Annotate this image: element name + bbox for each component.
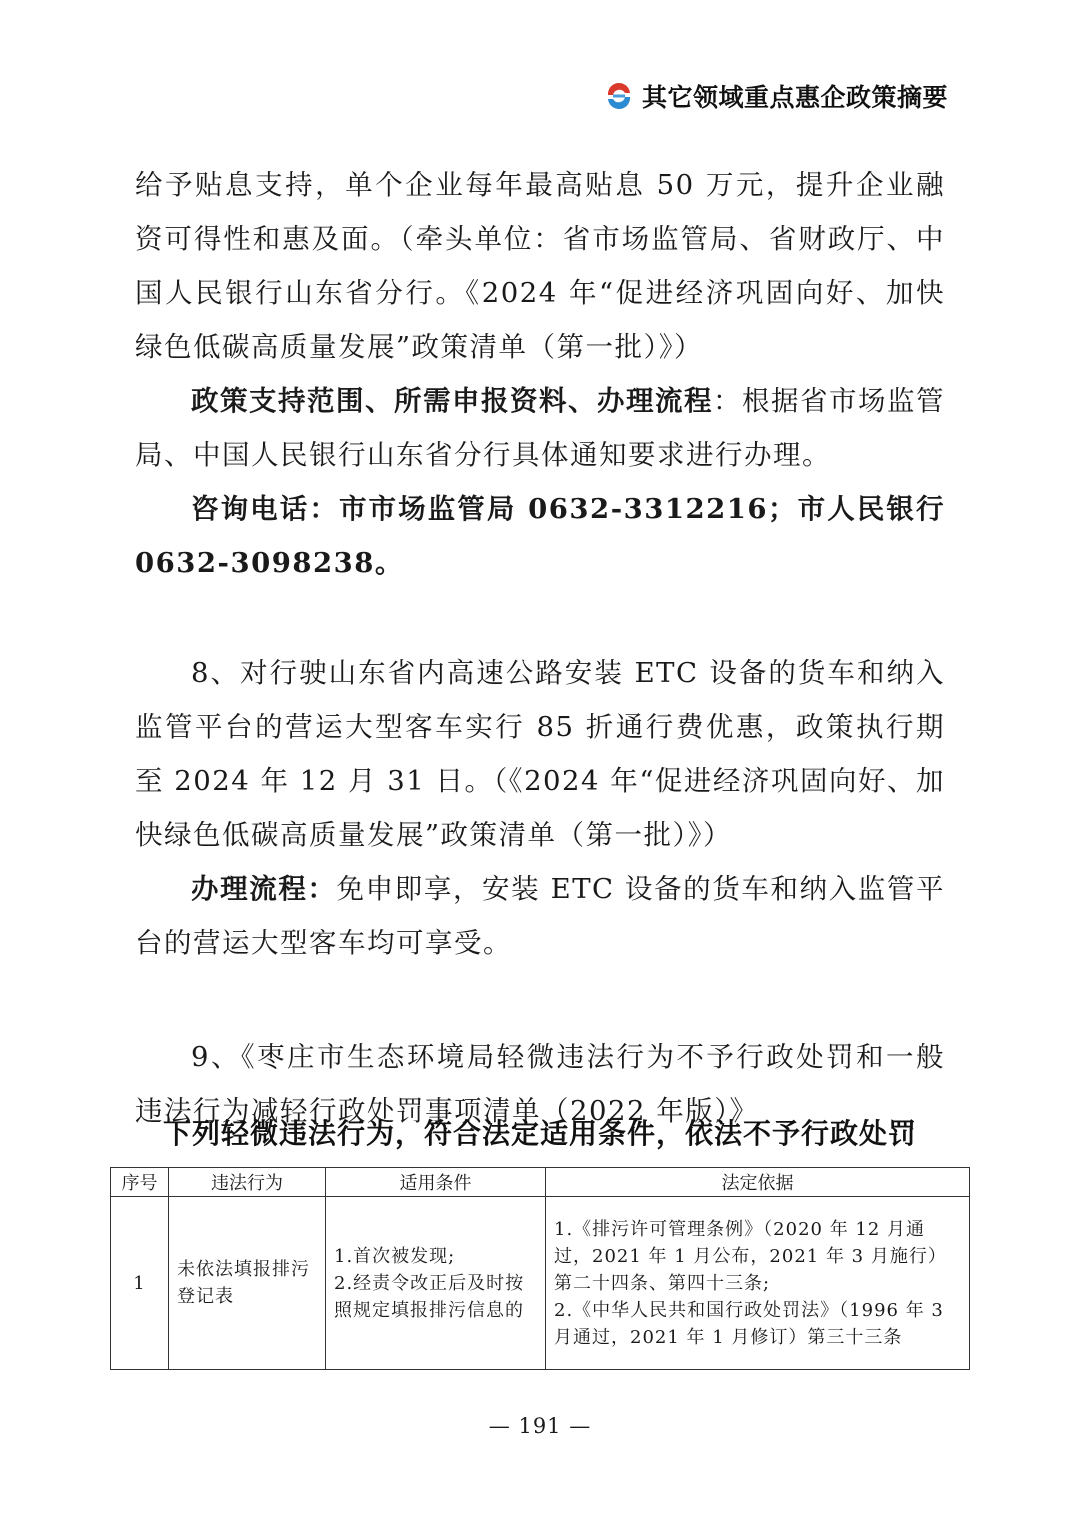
policy-scope-text: ：根据省市场监管局、中国人民银行山东省分行具体通知要求进行办理。 xyxy=(135,385,945,471)
table-row xyxy=(111,1197,970,1370)
document-body xyxy=(135,158,945,1138)
header-legal-basis: 法定依据 xyxy=(546,1168,970,1197)
paragraph-policy-scope xyxy=(135,374,945,482)
paragraph-process xyxy=(135,862,945,970)
cell-legal-basis: 1.《排污许可管理条例》（2020 年 12 月通过，2021 年 1 月公布，2021 年 3 月施行）第二十四条、第四十三条; 2.《中华人民共和国行政处罚法》（1996 年 3 月通过，2021 年 1 月修订）第三十三条 xyxy=(546,1197,970,1370)
table-title: 下列轻微违法行为，符合法定适用条件，依法不予行政处罚 xyxy=(162,1117,917,1150)
paragraph-item-8: 8、对行驶山东省内高速公路安装 ETC 设备的货车和纳入监管平台的营运大型客车实行 85 折通行费优惠，政策执行期至 2024 年 12 月 31 日。（《2024 年“促进经济巩固向好、加快绿色低碳高质量发展”政策清单（第一批）》） xyxy=(135,657,945,851)
cell-condition: 1.首次被发现; 2.经责令改正后及时按照规定填报排污信息的 xyxy=(326,1197,546,1370)
process-text: 免申即享，安装 ETC 设备的货车和纳入监管平台的营运大型客车均可享受。 xyxy=(135,873,945,959)
cell-seq: 1 xyxy=(111,1197,169,1370)
header-condition: 适用条件 xyxy=(326,1168,546,1197)
policy-scope-label: 政策支持范围、所需申报资料、办理流程 xyxy=(191,385,713,417)
process-label: 办理流程： xyxy=(191,873,337,905)
logo-icon xyxy=(604,81,634,111)
header-violation: 违法行为 xyxy=(169,1168,326,1197)
cell-violation: 未依法填报排污登记表 xyxy=(169,1197,326,1370)
header-title: 其它领域重点惠企政策摘要 xyxy=(641,83,948,112)
violation-table xyxy=(110,1167,970,1370)
page-header xyxy=(604,72,948,120)
paragraph-loan-subsidy: 给予贴息支持，单个企业每年最高贴息 50 万元，提升企业融资可得性和惠及面。（牵头单位：省市场监管局、省财政厅、中国人民银行山东省分行。《2024 年“促进经济巩固向好、加快绿色低碳高质量发展”政策清单（第一批）》） xyxy=(135,169,945,363)
header-seq: 序号 xyxy=(111,1168,169,1197)
paragraph-item-9: 9、《枣庄市生态环境局轻微违法行为不予行政处罚和一般违法行为减轻行政处罚事项清单（2022 年版）》 xyxy=(135,1041,945,1127)
table-header-row xyxy=(111,1168,970,1197)
paragraph-contact-phone: 咨询电话：市市场监管局 0632-3312216；市人民银行 0632-3098238。 xyxy=(135,493,945,579)
page-number: — 191 — xyxy=(488,1414,592,1438)
